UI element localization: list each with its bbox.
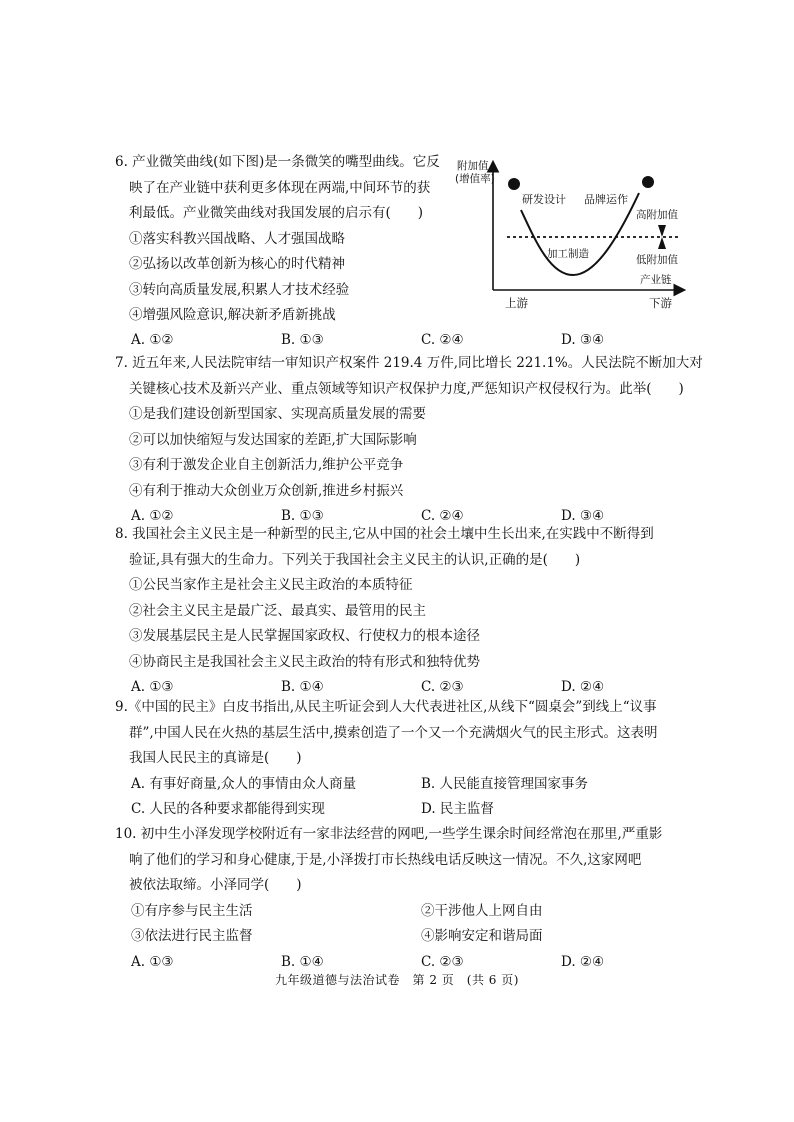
option-c: C. ②③ xyxy=(421,953,464,970)
y-axis-label-1: 附加值 xyxy=(457,160,489,172)
option-b: B. ①③ xyxy=(281,508,324,524)
question-7-item-4: ④有利于推动大众创业万众创新,推进乡村振兴 xyxy=(129,482,404,499)
option-d: D. 民主监督 xyxy=(421,801,494,817)
question-7-item-3: ③有利于激发企业自主创新活力,维护公平竞争 xyxy=(129,457,404,473)
question-10-item-2: ②干涉他人上网自由 xyxy=(421,902,543,919)
question-6-stem-line-2: 映了在产业链中获利更多体现在两端,中间环节的获 xyxy=(129,179,431,196)
option-d: D. ③④ xyxy=(561,508,605,524)
question-9 xyxy=(115,695,690,823)
question-8-stem-line-1: 8. 我国社会主义民主是一种新型的民主,它从中国的社会土壤中生长出来,在实践中不断得到 xyxy=(115,526,654,542)
question-8-stem-line-2: 验证,具有强大的生命力。下列关于我国社会主义民主的认识,正确的是( ) xyxy=(129,551,581,568)
option-b: B. 人民能直接管理国家事务 xyxy=(421,775,589,792)
question-6-stem-line-1: 6. 产业微笑曲线(如下图)是一条微笑的嘴型曲线。它反 xyxy=(115,154,440,170)
question-10-item-1: ①有序参与民主生活 xyxy=(131,902,253,919)
question-8-item-2: ②社会主义民主是最广泛、最真实、最管用的民主 xyxy=(129,602,426,619)
question-9-stem-line-1: 9.《中国的民主》白皮书指出,从民主听证会到人大代表进社区,从线下“圆桌会”到线上“议事 xyxy=(115,699,657,715)
left-label: 研发设计 xyxy=(522,193,566,206)
option-c: C. ②③ xyxy=(421,679,464,695)
question-10-stem-line-2: 响了他们的学习和身心健康,于是,小泽拨打市长热线电话反映这一情况。不久,这家网吧 xyxy=(129,851,642,868)
question-10-item-3: ③依法进行民主监督 xyxy=(131,928,253,944)
question-7-item-2: ②可以加快缩短与发达国家的差距,扩大国际影响 xyxy=(129,431,417,448)
middle-label: 加工制造 xyxy=(547,248,589,260)
question-10-stem-line-1: 10. 初中生小泽发现学校附近有一家非法经营的网吧,一些学生课余时间经常泡在那里,严重影 xyxy=(115,826,663,842)
question-6-item-3: ③转向高质量发展,积累人才技术经验 xyxy=(129,281,350,298)
option-a: A. ①② xyxy=(131,332,174,348)
smile-curve-figure xyxy=(455,155,690,315)
question-6 xyxy=(115,150,455,329)
option-b: B. ①④ xyxy=(281,953,324,970)
question-10-items-row-1 xyxy=(115,899,690,925)
question-9-options-row-2 xyxy=(115,797,690,823)
y-axis-label-2: (增值率) xyxy=(455,173,495,185)
question-8-item-3: ③发展基层民主是人民掌握国家政权、行使权力的根本途径 xyxy=(129,628,480,644)
question-7-stem-line-1: 7. 近五年来,人民法院审结一审知识产权案件 219.4 万件,同比增长 221.1%。人民法院不断加大对 xyxy=(115,355,703,371)
high-value-label: 高附加值 xyxy=(636,209,678,221)
upstream-label: 上游 xyxy=(505,296,528,310)
question-6-item-2: ②弘扬以改革创新为核心的时代精神 xyxy=(129,256,345,272)
question-10-stem-line-3: 被依法取缔。小泽同学( ) xyxy=(129,877,302,893)
question-9-options-row-1 xyxy=(115,772,690,798)
question-7-item-1: ①是我们建设创新型国家、实现高质量发展的需要 xyxy=(129,406,426,422)
question-6-item-1: ①落实科教兴国战略、人才强国战略 xyxy=(129,230,345,247)
right-high-dot xyxy=(642,176,654,188)
question-6-options xyxy=(115,328,690,354)
question-10 xyxy=(115,822,690,975)
right-label: 品牌运作 xyxy=(584,193,628,206)
low-value-label: 低附加值 xyxy=(636,254,678,266)
option-a: A. ①③ xyxy=(131,679,174,695)
question-7-stem-line-2: 关键核心技术及新兴产业、重点领域等知识产权保护力度,严惩知识产权侵权行为。此举( ) xyxy=(129,380,684,397)
question-6-item-4: ④增强风险意识,解决新矛盾新挑战 xyxy=(129,307,336,323)
option-b: B. ①④ xyxy=(281,679,324,695)
left-high-dot xyxy=(508,178,520,190)
question-8-item-1: ①公民当家作主是社会主义民主政治的本质特征 xyxy=(129,577,413,593)
question-10-item-4: ④影响安定和谐局面 xyxy=(421,928,543,944)
x-axis-label: 产业链 xyxy=(640,274,672,286)
page-footer: 九年级道德与法治试卷 第 2 页 (共 6 页) xyxy=(275,973,519,987)
question-8-item-4: ④协商民主是我国社会主义民主政治的特有形式和独特优势 xyxy=(129,653,480,670)
question-8 xyxy=(115,522,690,701)
option-d: D. ②④ xyxy=(561,679,605,695)
question-9-stem-line-2: 群”,中国人民在火热的基层生活中,摸索创造了一个又一个充满烟火气的民主形式。这表明 xyxy=(129,724,658,741)
question-10-items-row-2 xyxy=(115,924,690,950)
option-d: D. ③④ xyxy=(561,332,605,348)
option-a: A. ①③ xyxy=(131,953,174,970)
option-c: C. ②④ xyxy=(421,332,464,348)
downstream-label: 下游 xyxy=(649,296,672,310)
option-b: B. ①③ xyxy=(281,332,324,348)
option-a: A. 有事好商量,众人的事情由众人商量 xyxy=(131,775,357,792)
option-c: C. 人民的各种要求都能得到实现 xyxy=(131,801,325,817)
question-6-stem-line-3: 利最低。产业微笑曲线对我国发展的启示有( ) xyxy=(129,205,424,221)
question-7 xyxy=(115,351,703,530)
option-d: D. ②④ xyxy=(561,953,605,970)
question-9-stem-line-3: 我国人民民主的真谛是( ) xyxy=(129,750,302,766)
option-a: A. ①② xyxy=(131,508,174,524)
option-c: C. ②④ xyxy=(421,508,464,524)
